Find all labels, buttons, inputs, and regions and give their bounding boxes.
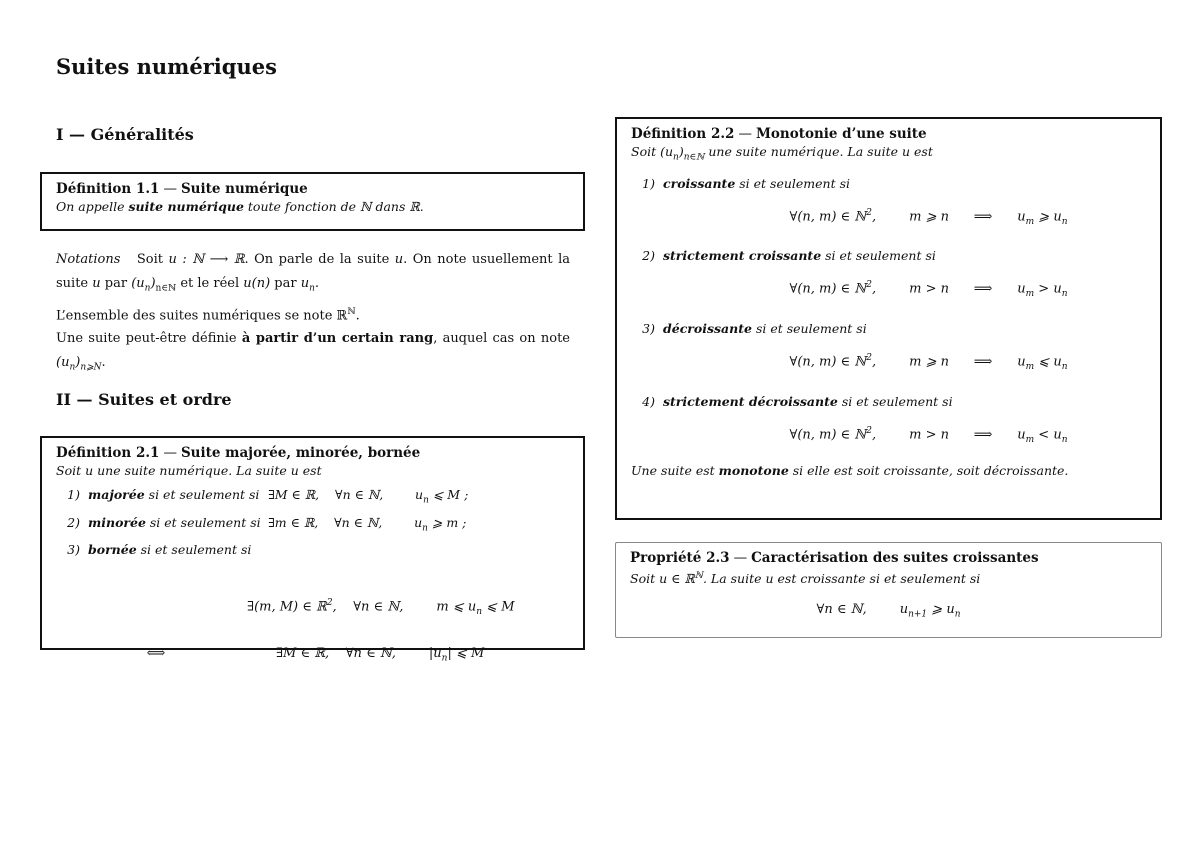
- property-2-3-header: Propriété 2.3 — Caractérisation des suites croissantes: [630, 550, 1039, 566]
- definition-2-2-header: Définition 2.2 — Monotonie d’une suite: [631, 126, 927, 142]
- monotonie-item-croissante: 1) croissante si et seulement si: [642, 175, 851, 191]
- definition-2-1-item-majoree: 1) majorée si et seulement si ∃M ∈ ℝ, ∀n ∈ ℕ, $u_n$ ⩽ M ;: [67, 487, 469, 506]
- page-title: Suites numériques: [56, 54, 277, 79]
- notations-label: Notations: [56, 252, 121, 267]
- notations-line-1: Notations Soit u : ℕ ⟶ ℝ. On parle de la suite u. On note usuellement la suite u par $(u_n)_{n\in ℕ}$ et le réel u(n) par $u_n$.: [56, 252, 570, 294]
- definition-2-2-box: [615, 117, 1162, 520]
- definition-2-1-item-minoree: 2) minorée si et seulement si ∃m ∈ ℝ, ∀n ∈ ℕ, $u_n$ ⩾ m ;: [67, 514, 467, 533]
- section-heading-suites-ordre: II — Suites et ordre: [56, 390, 232, 409]
- notations-line-2: L’ensemble des suites numériques se note ℝ$^ℕ$.: [56, 306, 360, 323]
- section-heading-generalites: I — Généralités: [56, 125, 194, 144]
- definition-1-1-text: On appelle suite numérique toute fonction de ℕ dans ℝ.: [56, 199, 424, 214]
- definition-1-1-header: Définition 1.1 — Suite numérique: [56, 181, 308, 197]
- definition-1-1-box: [40, 172, 585, 231]
- key-term: suite numérique: [128, 199, 244, 214]
- monotonie-item-decroissante: 3) décroissante si et seulement si: [642, 321, 867, 337]
- equivalence-symbol: ⟺: [146, 645, 166, 661]
- formula-decroissante: ∀(n, m) ∈ ℕ$^2$, m ⩾ n ⟹ $u_m$ ⩽ $u_n$: [789, 353, 1068, 373]
- property-2-3-intro: Soit u ∈ ℝ$^ℕ$. La suite u est croissante si et seulement si: [630, 571, 981, 587]
- definition-2-1-intro: Soit u une suite numérique. La suite u est: [56, 463, 322, 478]
- definition-title: Suite numérique: [180, 181, 308, 197]
- definition-label: Définition 1.1: [56, 181, 160, 197]
- definition-2-1-box: [40, 436, 585, 664]
- monotonie-item-strictement-decroissante: 4) strictement décroissante si et seulement si: [642, 394, 953, 410]
- notations-line-3: Une suite peut-être définie à partir d’un certain rang, auquel cas on note $(u_n)_{n⩾N}$.: [56, 331, 570, 373]
- definition-2-1-header: Définition 2.1 — Suite majorée, minorée, bornée: [56, 445, 421, 461]
- formula-strictement-croissante: ∀(n, m) ∈ ℕ$^2$, m > n ⟹ $u_m > u_n$: [789, 280, 1068, 300]
- definition-2-2-intro: Soit $(u_n)_{n\in ℕ}$ une suite numérique. La suite u est: [631, 144, 933, 163]
- property-2-3-formula: ∀n ∈ ℕ, $u_{n+1}$ ⩾ $u_n$: [816, 602, 961, 620]
- monotonie-item-strictement-croissante: 2) strictement croissante si et seulement si: [642, 248, 936, 264]
- definition-2-1-item-bornee: 3) bornée si et seulement si: [67, 542, 252, 557]
- notations-paragraph: [56, 248, 570, 380]
- formula-croissante: ∀(n, m) ∈ ℕ$^2$, m ⩾ n ⟹ $u_m$ ⩾ $u_n$: [789, 207, 1068, 227]
- definition-2-2-footer: Une suite est monotone si elle est soit croissante, soit décroissante.: [631, 463, 1069, 479]
- property-2-3-box: [615, 542, 1162, 638]
- formula-strictement-decroissante: ∀(n, m) ∈ ℕ$^2$, m > n ⟹ $u_m < u_n$: [789, 426, 1068, 446]
- bornee-formula-2: ⟺ ∃M ∈ ℝ, ∀n ∈ ℕ, $|u_n|$ ⩽ M: [56, 644, 569, 669]
- bornee-formula-1: ∃(m, M) ∈ ℝ$^2$, ∀n ∈ ℕ, m ⩽ $u_n$ ⩽ M: [247, 598, 515, 617]
